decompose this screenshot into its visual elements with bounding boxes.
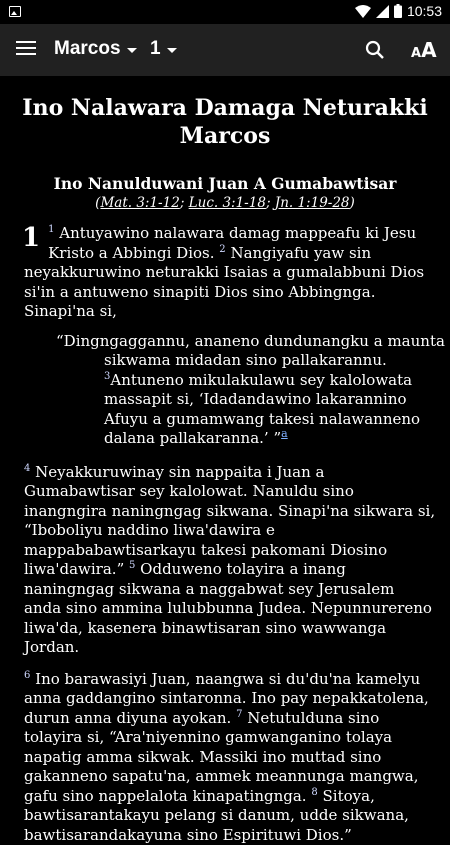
dropdown-arrow-icon bbox=[167, 48, 177, 53]
verse-number: 5 bbox=[129, 560, 135, 571]
app-toolbar bbox=[0, 24, 450, 76]
poetry-line bbox=[0, 429, 450, 449]
clock: 10:53 bbox=[407, 3, 442, 19]
poetry-line bbox=[0, 371, 450, 391]
cross-reference-link[interactable]: Luc. 3:1-18 bbox=[189, 195, 266, 211]
status-icons bbox=[355, 3, 442, 19]
verse-text: dalana pallakaranna.’ ” bbox=[104, 429, 281, 447]
cross-reference-link[interactable]: Mat. 3:1-12 bbox=[100, 195, 179, 211]
verse-number: 4 bbox=[24, 463, 30, 474]
verse-text: Antuyawino nalawara damag mappeafu ki Jesu Kristo a Abbingi Dios. bbox=[48, 224, 416, 262]
verse-number: 3 bbox=[104, 371, 110, 382]
chapter-selector-label: 1 bbox=[150, 38, 161, 60]
book-title: Ino Nalawara Damaga Neturakki Marcos bbox=[20, 94, 430, 150]
menu-icon[interactable] bbox=[16, 41, 36, 57]
verse-number: 8 bbox=[311, 787, 317, 798]
paragraph bbox=[0, 463, 450, 658]
section-heading: Ino Nanulduwani Juan A Gumabawtisar bbox=[0, 174, 450, 194]
verse-text: Netutulduna sino tolayira si, “Ara'niyennino gamwanganino tolaya napatig amma sikwak. Massiki ino muttad sino gakanneno sapatu'na, ammek meannunga mangwa, gafu sino nappelalota kinapatingnga. bbox=[24, 709, 418, 805]
poetry-line: massapit si, ‘Idadandawino lakarannino bbox=[0, 390, 450, 410]
reader-content bbox=[0, 76, 450, 800]
book-selector-label: Marcos bbox=[54, 38, 121, 60]
verse-text: Antuneno mikulakulawu sey kalolowata bbox=[110, 371, 412, 389]
chapter-number: 1 bbox=[22, 225, 40, 251]
battery-icon bbox=[394, 4, 402, 18]
poetry-line: Afuyu a gumamwang takesi nalawanneno bbox=[0, 410, 450, 430]
verse-text: Ino barawasiyi Juan, naangwa si du'du'na kamelyu anna gaddangino sintaronna. Ino pay nepakkatolena, durun anna diyuna ayokan. bbox=[24, 670, 429, 727]
dropdown-arrow-icon bbox=[127, 48, 137, 53]
cross-reference-link[interactable]: Jn. 1:19-28 bbox=[275, 195, 350, 211]
verse-text: Odduweno tolayira a inang naningngag sikwana a naggabwat sey Jerusalem anda sino ammina lulubbunna Judea. Nepunnurereno liwa'da, kasenera binawtisaran sino wawwanga Jordan. bbox=[24, 560, 432, 656]
search-icon[interactable] bbox=[365, 40, 385, 60]
verse-number: 6 bbox=[24, 670, 30, 681]
book-selector[interactable] bbox=[54, 38, 137, 60]
chapter-selector[interactable] bbox=[150, 38, 177, 60]
poetry-line: “Dingngaggannu, ananeno dundunangku a maunta bbox=[0, 332, 450, 352]
verse-text: Neyakkuruwinay sin nappaita i Juan a Gumabawtisar sey kalolowat. Nanuldu sino inangngira naningngag sikwana. Sinapi'na sikwara si, “Iboboliyu naddino liwa'dawira e mappababawtisarkayu takesi pakomani Diosino liwa'dawira.” bbox=[24, 463, 435, 579]
poetry-block bbox=[0, 332, 450, 449]
cross-references: (Mat. 3:1-12; Luc. 3:1-18; Jn. 1:19-28) bbox=[0, 194, 450, 212]
wifi-icon bbox=[355, 5, 371, 18]
footnote-link[interactable]: a bbox=[281, 427, 288, 440]
verse-number: 1 bbox=[48, 224, 54, 235]
cellular-signal-icon bbox=[376, 5, 389, 18]
paragraph bbox=[0, 224, 450, 322]
verse-number: 7 bbox=[236, 709, 242, 720]
paragraph bbox=[0, 670, 450, 845]
font-size-button[interactable]: AA bbox=[411, 38, 437, 62]
poetry-line: sikwama midadan sino pallakarannu. bbox=[0, 351, 450, 371]
verse-text: Nangiyafu yaw sin neyakkuruwino neturakki Isaias a gumalabbuni Dios si'in a antuweno sinapiti Dios sino Abbingnga. Sinapi'na si, bbox=[24, 244, 424, 321]
image-notification-icon bbox=[9, 6, 21, 17]
verse-text: Sitoya, bawtisarantakayu pelang si danum, udde sikwana, bawtisarandakayuna sino Espirituwi Dios.” bbox=[24, 787, 409, 844]
verse-number: 2 bbox=[219, 244, 225, 255]
status-bar bbox=[0, 0, 450, 24]
